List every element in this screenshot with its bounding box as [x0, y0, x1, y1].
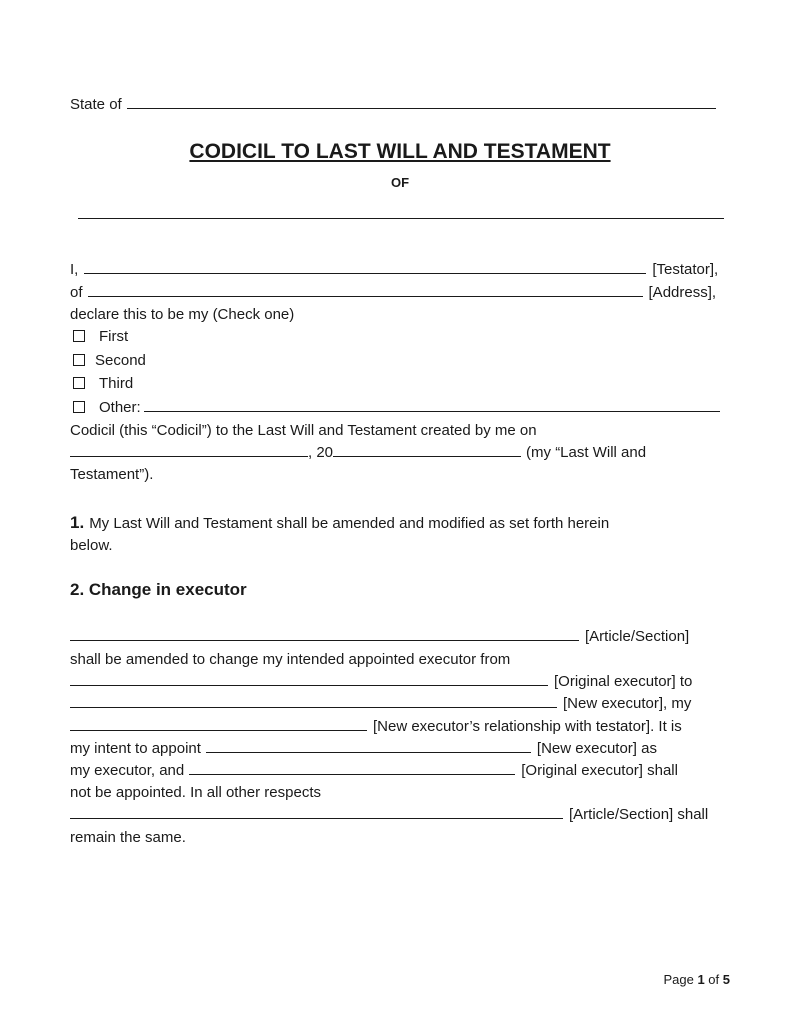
date-line: [70, 442, 646, 464]
amend-text: shall be amended to change my intended appointed executor from: [70, 651, 511, 668]
state-line: [70, 94, 716, 116]
new-executor-field[interactable]: [70, 693, 557, 708]
relationship-field[interactable]: [70, 716, 367, 731]
original-shall-label: [Original executor] shall: [521, 762, 678, 779]
state-field[interactable]: [127, 94, 716, 109]
article-remain-line: [70, 804, 708, 826]
new-executor-line: [70, 693, 691, 715]
article-remain-field[interactable]: [70, 804, 563, 819]
date-mid: , 20: [308, 444, 334, 461]
original-not-appointed-field[interactable]: [189, 760, 515, 775]
option-third[interactable]: [73, 373, 133, 395]
not-appointed-text: not be appointed. In all other respects: [70, 784, 322, 801]
date-suffix: (my “Last Will and: [526, 444, 647, 461]
checkbox-first[interactable]: [73, 330, 85, 342]
intent-line: [70, 738, 657, 760]
checkbox-third[interactable]: [73, 377, 85, 389]
testament-end: Testament”).: [70, 466, 154, 483]
article-field[interactable]: [70, 626, 579, 641]
intent-prefix: my intent to appoint: [70, 740, 201, 757]
declare-text: declare this to be my (Check one): [70, 306, 295, 323]
page-word: Page: [663, 972, 694, 987]
document-title: CODICIL TO LAST WILL AND TESTAMENT: [189, 140, 611, 163]
exec-and-label: my executor, and: [70, 762, 185, 779]
article-shall-label: [Article/Section] shall: [569, 806, 709, 823]
name-field[interactable]: [78, 218, 724, 219]
option-first-label: First: [99, 328, 129, 345]
testator-field[interactable]: [84, 259, 646, 274]
date-field[interactable]: [70, 442, 308, 457]
page-total: 5: [722, 972, 730, 987]
article-label: [Article/Section]: [585, 628, 690, 645]
of-prefix: of: [70, 284, 83, 301]
testator-line: [70, 259, 718, 281]
page-footer: [663, 972, 730, 987]
codicil-text: Codicil (this “Codicil”) to the Last Will and Testament created by me on: [70, 422, 537, 439]
address-field[interactable]: [88, 282, 643, 297]
option-second[interactable]: [73, 350, 146, 372]
section1-line1: [70, 512, 609, 535]
testator-label: [Testator],: [652, 261, 719, 278]
section1-number: 1.: [70, 513, 85, 532]
article-line: [70, 626, 689, 648]
option-second-label: Second: [95, 352, 146, 369]
option-third-label: Third: [99, 375, 134, 392]
option-other-label: Other:: [99, 399, 141, 416]
original-executor-field[interactable]: [70, 671, 548, 686]
checkbox-second[interactable]: [73, 354, 85, 366]
original-line: [70, 671, 692, 693]
relationship-line: [70, 716, 682, 738]
option-first[interactable]: [73, 326, 128, 348]
page-of-word: of: [708, 972, 720, 987]
appoint-field[interactable]: [206, 738, 531, 753]
new-as-label: [New executor] as: [536, 740, 657, 757]
i-prefix: I,: [70, 261, 79, 278]
section2-heading: 2. Change in executor: [70, 580, 247, 599]
relationship-label: [New executor’s relationship with testator]. It is: [373, 718, 682, 735]
remain-text: remain the same.: [70, 829, 186, 846]
option-other[interactable]: [73, 397, 720, 419]
new-my-label: [New executor], my: [563, 695, 692, 712]
original-to-label: [Original executor] to: [554, 673, 693, 690]
address-line: [70, 282, 716, 304]
of-label: OF: [390, 175, 410, 190]
section1-text: My Last Will and Testament shall be amended and modified as set forth herein: [89, 515, 610, 532]
checkbox-other[interactable]: [73, 401, 85, 413]
executor-and-line: [70, 760, 678, 782]
address-label: [Address],: [648, 284, 717, 301]
other-field[interactable]: [144, 397, 720, 412]
section1-line2: below.: [70, 537, 113, 554]
state-label: State of: [70, 96, 122, 113]
page-current: 1: [697, 972, 705, 987]
year-field[interactable]: [333, 442, 521, 457]
